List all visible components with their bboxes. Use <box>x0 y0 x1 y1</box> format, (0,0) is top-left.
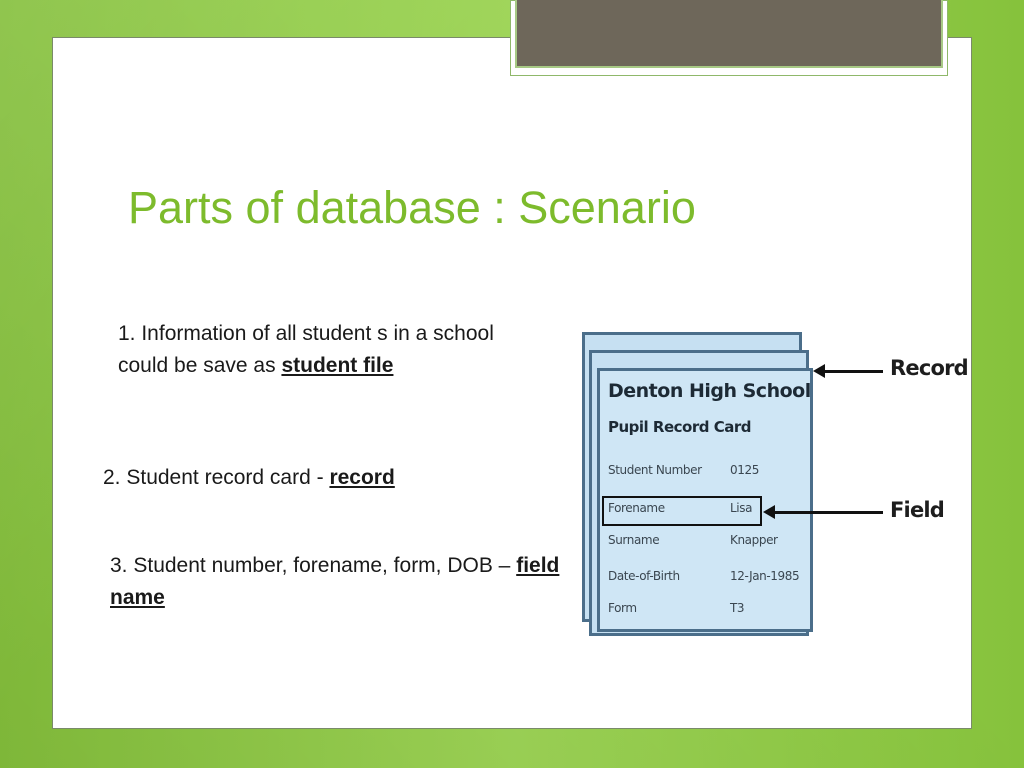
card-row-value: 12-Jan-1985 <box>730 569 800 583</box>
card-row-date-of-birth <box>608 566 798 586</box>
record-arrow-icon <box>823 370 883 373</box>
card-row-label: Date-of-Birth <box>608 569 680 583</box>
card-row-label: Surname <box>608 533 660 547</box>
bullet-3-term: field name <box>110 554 560 609</box>
card-row-value: Knapper <box>730 533 778 547</box>
card-school-name: Denton High School <box>608 380 811 402</box>
card-row-label: Student Number <box>608 463 702 477</box>
field-label: Field <box>890 498 945 522</box>
card-row-surname <box>608 530 798 550</box>
bullet-2-text: 2. Student record card - <box>103 466 330 489</box>
field-highlight-box <box>602 496 762 526</box>
record-label: Record <box>890 356 968 380</box>
slide-header-tab <box>515 0 943 68</box>
card-subtitle: Pupil Record Card <box>608 418 751 436</box>
field-arrow-icon <box>773 511 883 514</box>
bullet-1 <box>118 318 538 381</box>
bullet-2-term: record <box>329 466 395 489</box>
card-row-value: 0125 <box>730 463 759 477</box>
bullet-2 <box>103 462 523 494</box>
bullet-3 <box>110 550 560 613</box>
card-row-form <box>608 598 798 618</box>
card-row-value: Lisa <box>730 501 753 515</box>
card-row-label: Forename <box>608 501 665 515</box>
bullet-1-text: 1. Information of all student s in a school could be save as <box>118 322 494 377</box>
bullet-3-text: 3. Student number, forename, form, DOB – <box>110 554 517 577</box>
bullet-1-term: student file <box>281 353 394 377</box>
card-row-label: Form <box>608 601 637 615</box>
card-row-value: T3 <box>730 601 745 615</box>
slide-title: Parts of database : Scenario <box>128 182 696 233</box>
record-card-diagram <box>578 320 968 640</box>
card-row-student-number <box>608 460 798 480</box>
